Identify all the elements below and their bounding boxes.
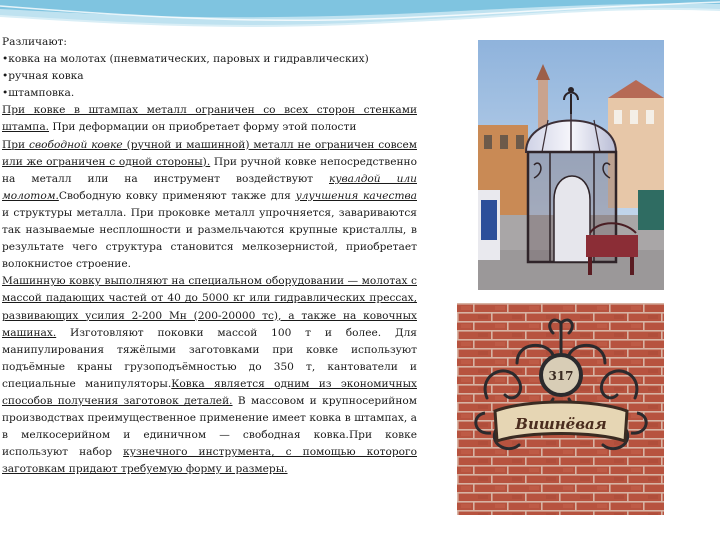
link-quality[interactable]: улучшения качества xyxy=(295,189,417,202)
list-item: •ковка на молотах (пневматических, паровых и гидравлических) xyxy=(2,53,369,66)
list-item: •штамповка. xyxy=(2,87,75,100)
link-free-forging[interactable]: свободной ковке xyxy=(29,138,123,151)
list-item: •ручная ковка xyxy=(2,70,84,83)
link-economical[interactable]: Ковка является одним из экономичных способов получения заготовок деталей. xyxy=(2,377,417,407)
paragraph-machine-forging: Машинную ковку выполняют на специальном оборудовании — молотах с массой падающих частей от 40 до 5000 кг или гидравлических прессах, развивающих усилия 2-200 Мн (200-20000 тс), а также на ковочных машинах. Изготовляют поковки массой 100 т и более. Для манипулирования тяжёлыми заготовками при ковке используют подъёмные краны грузоподъёмностью до 350 т, кантователи и специальные манипуляторы.Ковка является одним из экономичных способов получения заготовок деталей. В массовом и крупносерийном производствах преимущественное применение имеет ковка в штампах, а в мелкосерийном и единичном — свободная ковка.При ковке используют набор кузнечного инструмента, с помощью которого заготовкам придают требуемую форму и размеры. xyxy=(2,275,417,476)
house-number: 317 xyxy=(548,369,574,383)
wrought-iron-gazebo-photo xyxy=(478,40,664,290)
link-machine-forging[interactable]: Машинную ковку выполняют на специальном оборудовании — молотах с массой падающих частей от 40 до 5000 кг или гидравлических прессах, развивающих усилия 2-200 Мн (200-20000 тс), а также на ковочных машинах. xyxy=(2,275,417,339)
intro-line: Различают: xyxy=(2,36,67,48)
paragraph-free-forging: При свободной ковке (ручной и машинной) металл не ограничен совсем или же ограничен с одной стороны). При ручной ковке непосредственно на металл или на инструмент воздействуют кувалдой или молотом.Свободную ковку применяют также для улучшения качества и структуры металла. При проковке металл упрочняется, завариваются так называемые несплошности и размельчаются крупные кристаллы, в результате чего структура становится мелкозернистой, приобретает волокнистое строение. xyxy=(2,138,417,271)
link-stamping[interactable]: При ковке в штампах металл ограничен со всех сторон стенками штампа. xyxy=(2,104,417,134)
main-text xyxy=(2,34,417,478)
street-name: Вишнёвая xyxy=(515,415,607,433)
link-tools[interactable]: кузнечного инструмента xyxy=(123,446,272,459)
link-sledgehammer[interactable]: кувалдой или молотом. xyxy=(2,172,417,202)
wrought-iron-street-sign-photo xyxy=(457,303,664,515)
paragraph-stamping: При ковке в штампах металл ограничен со всех сторон стенками штампа. При деформации он приобретает форму этой полости xyxy=(2,104,417,134)
